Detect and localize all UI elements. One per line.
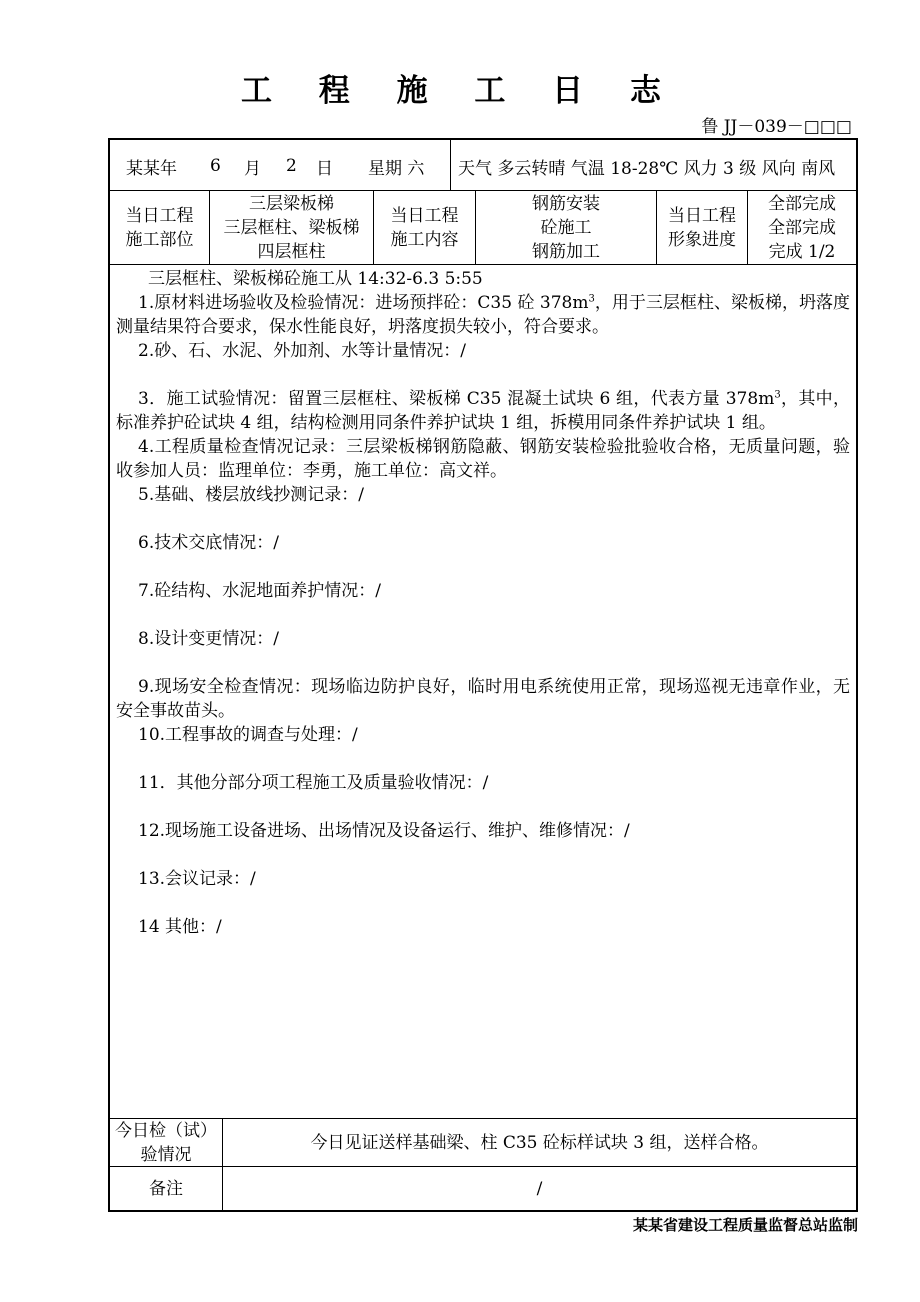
inspection-label — [110, 1119, 222, 1166]
value-line: 完成 1/2 — [768, 241, 836, 262]
date-year: 某某年 — [126, 158, 177, 179]
label-line: 当日工程 — [390, 205, 459, 226]
date-day-unit: 日 — [316, 158, 333, 179]
row-divider — [110, 264, 856, 265]
value-line: 砼施工 — [540, 217, 592, 238]
date-month: 6 — [210, 156, 221, 176]
label-line: 今日检（试） — [115, 1120, 217, 1141]
log-item-4: 4.工程质量检查情况记录：三层梁板梯钢筋隐蔽、钢筋安装检验批验收合格，无质量问题，验收参加人员：监理单位：李勇，施工单位：高文祥。 — [116, 437, 850, 481]
log-body — [110, 267, 856, 939]
value-line: 钢筋安装 — [532, 193, 600, 214]
log-item-3 — [116, 387, 850, 435]
value-line: 钢筋加工 — [532, 241, 600, 262]
log-item-2: 2.砂、石、水泥、外加剂、水等计量情况：/ — [138, 341, 466, 361]
label-line: 当日工程 — [125, 205, 194, 226]
log-item-14: 14 其他：/ — [138, 917, 222, 937]
item-superscript: 3 — [588, 293, 595, 305]
construction-content-label — [374, 191, 475, 264]
log-item-12: 12.现场施工设备进场、出场情况及设备运行、维护、维修情况：/ — [138, 821, 630, 841]
date-month-unit: 月 — [244, 158, 261, 179]
construction-part-value — [210, 191, 373, 264]
log-item-8: 8.设计变更情况：/ — [138, 629, 279, 649]
document-title: 工 程 施 工 日 志 — [241, 73, 679, 109]
log-item-10: 10.工程事故的调查与处理：/ — [138, 725, 358, 745]
item-text: 3．施工试验情况：留置三层框柱、梁板梯 C35 混凝土试块 6 组，代表方量 378m — [138, 389, 775, 409]
log-item-9: 9.现场安全检查情况：现场临边防护良好，临时用电系统使用正常，现场巡视无违章作业，无安全事故苗头。 — [116, 677, 850, 721]
remarks-label: 备注 — [149, 1179, 183, 1199]
label-line: 验情况 — [140, 1144, 192, 1165]
supervision-footer: 某某省建设工程质量监督总站监制 — [632, 1216, 858, 1234]
intro-line: 三层框柱、梁板梯砼施工从 14:32-6.3 5:55 — [148, 269, 483, 289]
log-item-7: 7.砼结构、水泥地面养护情况：/ — [138, 581, 381, 601]
weather-info: 天气 多云转晴 气温 18-28℃ 风力 3 级 风向 南风 — [458, 158, 836, 179]
value-line: 全部完成 — [768, 193, 836, 214]
value-line: 四层框柱 — [257, 241, 326, 262]
column-divider — [450, 140, 451, 190]
log-item-5: 5.基础、楼层放线抄测记录：/ — [138, 485, 364, 505]
construction-content-value — [476, 191, 656, 264]
item-text: ，其中，标准养护砼试块 4 组，结构检测用同条件养护试块 1 组，拆模用同条件养护试块 1 组。 — [116, 389, 851, 433]
date-weekday: 星期 六 — [368, 158, 425, 179]
log-item-1 — [116, 291, 850, 339]
progress-label — [657, 191, 747, 264]
progress-value — [748, 191, 856, 264]
label-line: 当日工程 — [668, 205, 736, 226]
item-superscript: 3 — [774, 389, 781, 401]
log-item-13: 13.会议记录：/ — [138, 869, 256, 889]
value-line: 三层梁板梯 — [249, 193, 334, 214]
remarks-value: / — [536, 1179, 543, 1199]
item-text: 1.原材料进场验收及检验情况：进场预拌砼：C35 砼 378m — [138, 293, 589, 313]
label-line: 形象进度 — [668, 229, 736, 250]
label-line: 施工部位 — [125, 229, 194, 250]
value-line: 三层框柱、梁板梯 — [223, 217, 360, 238]
log-table — [108, 138, 858, 1212]
item-text: ，用于三层框柱、梁板梯，坍落度测量结果符合要求，保水性能良好，坍落度损失较小，符合要求。 — [116, 293, 851, 337]
log-item-11: 11．其他分部分项工程施工及质量验收情况：/ — [138, 773, 489, 793]
inspection-value: 今日见证送样基础梁、柱 C35 砼标样试块 3 组，送样合格。 — [310, 1132, 769, 1153]
value-line: 全部完成 — [768, 217, 836, 238]
label-line: 施工内容 — [390, 229, 459, 250]
date-day: 2 — [286, 156, 297, 176]
log-item-6: 6.技术交底情况：/ — [138, 533, 279, 553]
construction-part-label — [110, 191, 209, 264]
document-code: 鲁 JJ－039－□□□ — [701, 117, 852, 137]
